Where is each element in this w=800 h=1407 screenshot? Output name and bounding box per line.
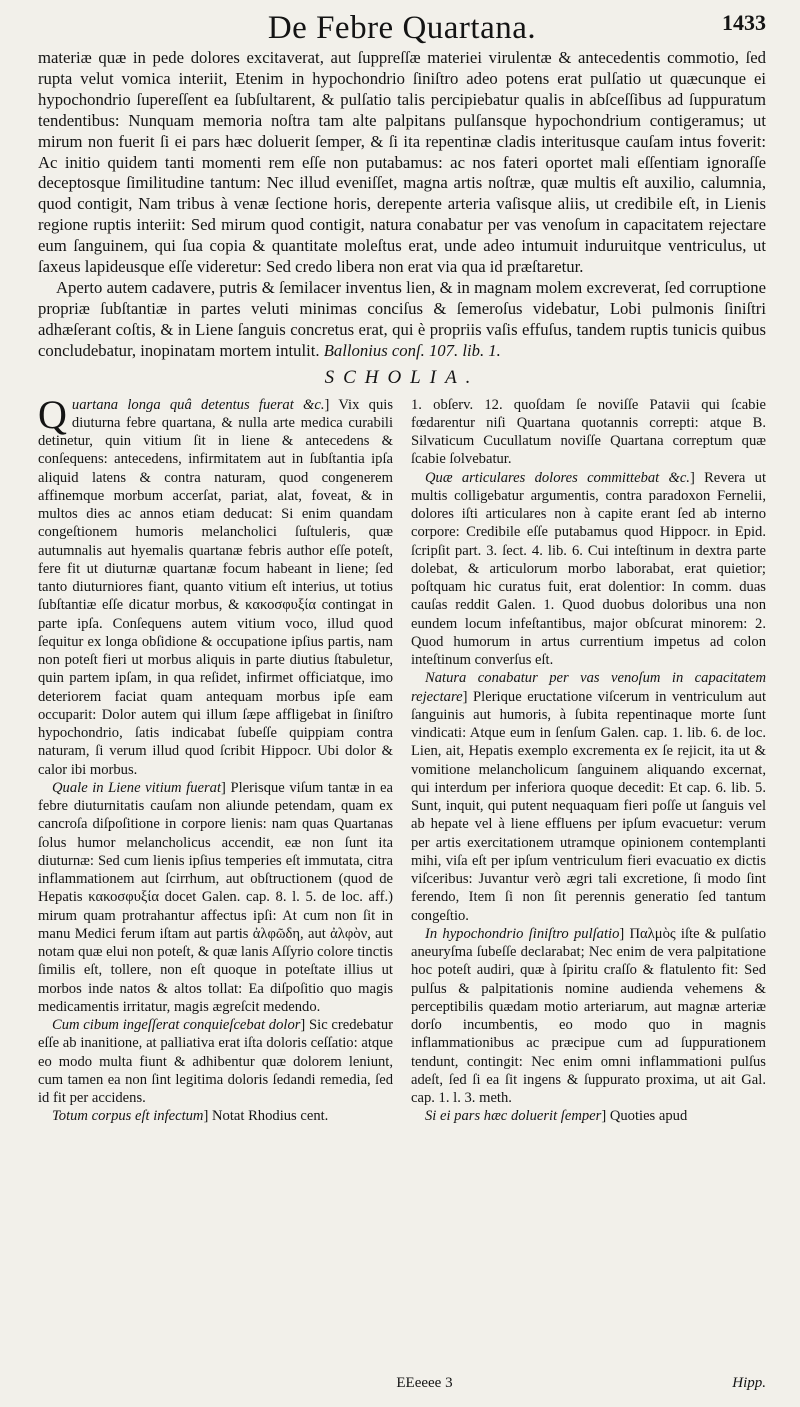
scholium-lemma: Natura conabatur per vas venoſum in capacitatem rejectare: [411, 670, 766, 705]
scholium-text: ] Sic credebatur eſſe ab inanitione, at palliativa erat iſta doloris ceſſatio: atque eo modo multa fiunt & adhibentur quæ dolorem leniunt, cum tamen ea non ſint legitima doloris ſedandi remedia, ſed id fit per accidens.: [38, 1017, 393, 1107]
scholium-note: [38, 1016, 393, 1107]
scholium-text: ] Plerisque viſum tantæ in ea febre diuturnitatis cauſam non aliunde petendam, quam ex cancroſa diſpoſitione in corpore lienis: nam quas Quartanas ſolus humor melancholicus accendit, eæ non ſunt ita diuturnæ: Sed cum lienis ipſius temperies eſt immutata, citra inflammationem aut ſcirrhum, aut obſtructionem (quod de Hepatis κακοσφυξία docet Galen. cap. 8. l. 5. de loc. aff.) mirum quam protrahantur affectus ipſi: At cum non ſit in manu Medici ferum iſtam aut partis ἀλφῶδη, aut ἀλφὸν, aut notam quæ elui non poteſt, & quæ lanis Aſſyrio colore tinctis ſimilis eſt, tollere, non eſt quoque in poteſtate illius ut morbos inde natos & altos tollat: Ea diſpoſitio quo magis medicamentis irritatur, magis ægreſcit medendo.: [38, 779, 393, 1015]
scholium-text: ] Παλμὸς iſte & pulſatio aneuryſma ſubeſſe declarabat; Nec enim de vera palpitatione hoc poteſt audiri, quæ à ſpiritu craſſo & flatulento fit: Sed pulſus & palpitationis nomine audienda vehemens & perceptibilis quædam motio arteriarum, aut magnæ arteriæ dorſo incumbentis, eo modo quo in magnis inflammationibus ac præcipue cum ad ſuppurationem tendunt, contingit: Nec enim omni inflammationi pulſus adeſt, ſed ſi ea ſit ingens & ſuppurato proxima, ut ait Gal. cap. 1. l. 3. meth.: [411, 925, 766, 1107]
page-footer: [38, 1375, 766, 1397]
scholium-note: [411, 1107, 766, 1125]
scholium-lemma: Si ei pars hæc doluerit ſemper: [425, 1108, 602, 1125]
scholium-note: [411, 925, 766, 1108]
scholia-columns: [38, 391, 766, 1126]
main-paragraph-2: [38, 278, 766, 362]
scholium-lemma: Quæ articulares dolores committebat &c.: [425, 469, 690, 486]
citation: Ballonius conſ. 107. lib. 1.: [323, 340, 501, 360]
scholium-text: 1. obſerv. 12. quoſdam ſe noviſſe Patavii qui ſcabie fœdarentur niſi Quartana quotannis correpti: atque B. Silvaticum Cucullatum noviſſe Quartana correptum quæ ſcabie ſolvebatur.: [411, 396, 766, 468]
main-paragraph-1: materiæ quæ in pede dolores excitaverat, aut ſuppreſſæ materiei virulentæ & antecedentis commotio, ſed rupta velut vomica interiit, Etenim in hypochondrio ſiniſtro adeo potens erat pulſatio ut quæcunque ei hypochondrio ſupereſſent ea ſubſultarent, & pulſatio talis percipiebatur qualis in abſceſſibus ad ſuppuratum tendentibus: Nunquam memoria noſtra tam alte palpitans pulſansque hypochondrium contigeramus; ut mirum non fuerit ſi ei pars hæc doluerit ſemper, & ſi ita repentinæ cladis interitusque cauſam intus foverit: Ac initio quidem tanti momenti rem eſſe non putabamus: ac nos fateri oportet mali eſſentiam ignoraſſe deceptosque ſimilitudine tantum: Nec illud eveniſſet, magna artis noſtræ, quæ multis eſt auxilio, calumnia, quod contigit, Nam tribus à venæ ſectione horis, derepente arteria vaſisque aliis, ut credibile eſt, in Lienis regione ruptis interiit: Sed mirum quod contigit, natura conabatur per vas venoſum in capacitatem rejectare eum ſanguinem, qui ſua copia & quantitate moleſtus erat, unde adeo intumuit induruitque ventriculus, ut ſaxeus lapideusque eſſe videretur: Sed credo libera non erat via qua id præſtaretur.: [38, 48, 766, 277]
scholia-heading: SCHOLIA.: [324, 366, 480, 388]
scholium-note: [411, 469, 766, 670]
catchword: Hipp.: [732, 1375, 766, 1391]
scholium-lemma: In hypochondrio ſiniſtro pulſatio: [425, 925, 620, 942]
scholium-note: [38, 779, 393, 1016]
drop-cap: Q: [38, 391, 67, 437]
scholium-text: ] Quoties apud: [601, 1108, 688, 1125]
scholia-right-column: [411, 396, 766, 1126]
scholium-lemma: Cum cibum ingeſſerat conquieſcebat dolor: [52, 1017, 301, 1034]
scholium-note: [411, 669, 766, 925]
scholium-note: [38, 391, 393, 779]
signature-mark: EEeeee 3: [396, 1375, 453, 1391]
scholium-lemma: Quale in Liene vitium fuerat: [52, 779, 222, 796]
scholium-lemma: uartana longa quâ detentus fuerat &c.: [71, 396, 325, 413]
scholia-left-column: [38, 391, 393, 1126]
page-number: 1433: [722, 10, 766, 35]
scholium-lemma: Totum corpus eſt infectum: [52, 1108, 204, 1125]
scholium-text: ] Revera ut multis colligebatur argumentis, contra paradoxon Fernelii, dolores iſti articulares non à capite erant ſed ab interno corpore: Credibile eſſe putabamus quod Hippocr. in Epid. ſcripſit part. 3. ſect. 4. lib. 6. Cui inteſtinum in dextra parte dolebat, & articulorum morbo laborabat, erat quietior; poſtquam hic curatus fuit, erat dolentior: In comm. duas cauſas reddit Galen. 1. Quod duobus doloribus una non eundem locum infeſtantibus, major obſcurat minorem: 2. Quod humorum in artus currentium impetus ad colon inteſtinum converſus eſt.: [411, 469, 766, 669]
page-title: De Febre Quartana.: [267, 10, 537, 46]
running-head: [38, 8, 766, 48]
scholium-text: ] Notat Rhodius cent.: [203, 1108, 329, 1125]
scholium-text: ] Vix quis diuturna febre quartana, & nulla arte medica curabili detinetur, quin vitium ſit in liene & antecedens & conſequens: antecedens, infirmitatem aut in ſubſtantia ipſa aliquid latens & contra naturam, quod congenerem affinemque morbum accerſat, pariat, alat, foveat, & in multos dies ac annos etiam deducat: Si enim quandam congeſtionem humoris melancholici ſuſtuleris, quæ autumnalis aut hyemalis quartanæ febris author eſſe poteſt, fere fit ut diuturnæ quartanæ focum habeant in liene; ſed tanto diuturniores fiant, quanto vitium eſt interius, ut totius ſubſtantiæ eſſe dicatur morbus, & κακοσφυξία contingat in parte ipſa. Conſequens autem vitium voco, illud quod ſequitur ex longa obſidione & occupatione ipſius partis, nam non poteſt fieri ut morbus aliquis in parte diutius ſtabuletur, quin partem ipſam, in qua reſidet, infirmet officiatque, imo deteriorem faciat quam antequam morbus ipſe eam occuparit: Dolor autem qui illum ſæpe affligebat in ſiniſtro hypochondrio, ſatis indicabat ſubeſſe quippiam contra naturam, ſi verum illud quod ſcribit Hippocr. Ubi dolor & calor ibi morbus.: [38, 396, 393, 778]
scholium-text: ] Plerique eructatione viſcerum in ventriculum aut ſanguinis aut humoris, à ſubita repentinaque morte ſunt vindicati: Atque eum in ſenſum Galen. cap. 1. lib. 6. de loc. Lien, ait, Hepatis exemplo excrementa ex ſe rejicit, ita ut & vomitione melancholicum ſanguinem aliquando excernat, qui interdum per inferiora quoque decedit: Et cap. 6. lib. 5. Sunt, inquit, qui putent nequaquam fieri poſſe ut ſanguis vel ab hepate vel à liene effluens per ipſum evacuetur: verum per artis exercitationem utramque opinionem contemplanti mihi, viſa eſt per ipſum ventriculum fieri evacuatio ex dictis viſceribus: Juvantur verò ægri tali excretione, ſi modo ſint ferendo, Item ſi non ſit perennis generatio ſed tantum congeſtio.: [411, 688, 766, 924]
scholium-note: [411, 396, 766, 469]
main-paragraph-2-text: Aperto autem cadavere, putris & ſemilacer inventus lien, & in magnam molem excreverat, ſed corruptione propriæ ſubſtantiæ in partes veluti minimas conciſus & ſemeroſus videbatur, Lobi pulmonis ſiniſtri adhæſerant coſtis, & in Liene ſanguis concretus erat, qui è propriis vaſis effuſus, tandem ruptis tunicis quibus concludebatur, inopinatam mortem intulit.: [38, 277, 766, 360]
scholium-note: [38, 1107, 393, 1125]
